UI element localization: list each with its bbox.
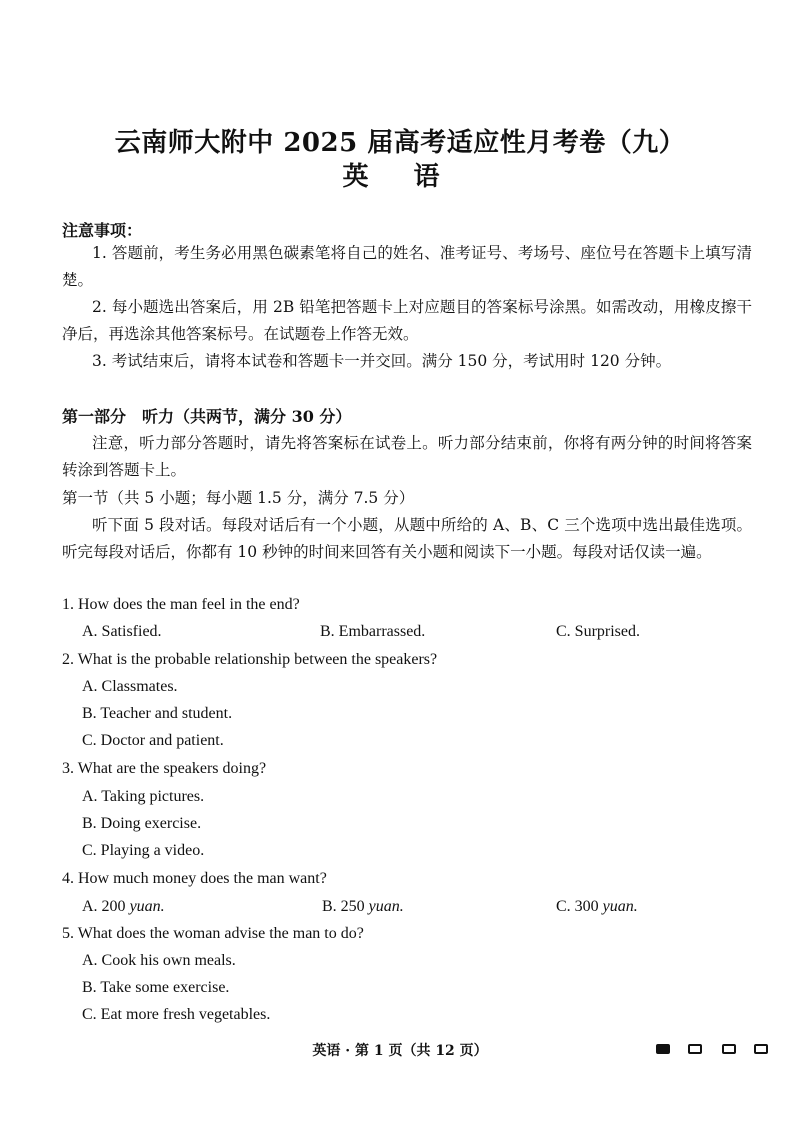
question-5-stem: 5. What does the woman advise the man to do? xyxy=(62,925,364,942)
notice-heading: 注意事项： xyxy=(62,221,143,240)
q3-option-b: B. Doing exercise. xyxy=(82,815,202,832)
notice-item-1: 1. 答题前，考生务必用黑色碳素笔将自己的姓名、准考证号、考场号、座位号在答题卡上填写清楚。 xyxy=(62,244,752,289)
q2-option-c: C. Doctor and patient. xyxy=(82,732,224,749)
q2-option-b: B. Teacher and student. xyxy=(82,705,233,722)
section1-intro: 听下面 5 段对话。每段对话后有一个小题，从题中所给的 A、B、C 三个选项中选出最佳选项。听完每段对话后，你都有 10 秒钟的时间来回答有关小题和阅读下一小题。每段对话仅读一遍。 xyxy=(62,516,752,561)
exam-subject: 英 语 xyxy=(342,162,458,192)
notice-item-3: 3. 考试结束后，请将本试卷和答题卡一并交回。满分 150 分，考试用时 120 分钟。 xyxy=(92,352,672,370)
empty-mark-icon xyxy=(688,1044,702,1054)
part1-intro: 注意，听力部分答题时，请先将答案标在试卷上。听力部分结束前，你将有两分钟的时间将答案转涂到答题卡上。 xyxy=(62,434,752,479)
q5-option-b: B. Take some exercise. xyxy=(82,979,230,996)
q4-option-b: B. 250 yuan. xyxy=(322,898,404,915)
exam-title: 云南师大附中 2025 届高考适应性月考卷（九） xyxy=(114,128,686,158)
q4-unit-a: yuan. xyxy=(129,898,165,915)
q2-option-a: A. Classmates. xyxy=(82,678,178,695)
empty-mark-icon xyxy=(754,1044,768,1054)
q5-option-a: A. Cook his own meals. xyxy=(82,952,236,969)
q1-option-b: B. Embarrassed. xyxy=(320,623,426,640)
q1-option-a: A. Satisfied. xyxy=(82,623,162,640)
q1-option-c: C. Surprised. xyxy=(556,623,640,640)
question-4-stem: 4. How much money does the man want? xyxy=(62,870,327,887)
page-footer: 英语 · 第 1 页（共 12 页） xyxy=(312,1043,488,1059)
q4-unit-c: yuan. xyxy=(602,898,638,915)
q3-option-c: C. Playing a video. xyxy=(82,842,205,859)
q5-option-c: C. Eat more fresh vegetables. xyxy=(82,1006,271,1023)
q4-option-a: A. 200 yuan. xyxy=(82,898,165,915)
q4-unit-b: yuan. xyxy=(368,898,404,915)
empty-mark-icon xyxy=(722,1044,736,1054)
q4-option-c: C. 300 yuan. xyxy=(556,898,638,915)
q3-option-a: A. Taking pictures. xyxy=(82,788,205,805)
notice-item-2: 2. 每小题选出答案后，用 2B 铅笔把答题卡上对应题目的答案标号涂黑。如需改动，用橡皮擦干净后，再选涂其他答案标号。在试题卷上作答无效。 xyxy=(62,298,752,343)
filled-mark-icon xyxy=(656,1044,670,1054)
question-2-stem: 2. What is the probable relationship between the speakers? xyxy=(62,651,438,668)
part1-heading: 第一部分 听力（共两节，满分 30 分） xyxy=(62,407,352,426)
question-1-stem: 1. How does the man feel in the end? xyxy=(62,596,300,613)
section1-heading: 第一节（共 5 小题；每小题 1.5 分，满分 7.5 分） xyxy=(62,489,415,507)
question-3-stem: 3. What are the speakers doing? xyxy=(62,760,267,777)
